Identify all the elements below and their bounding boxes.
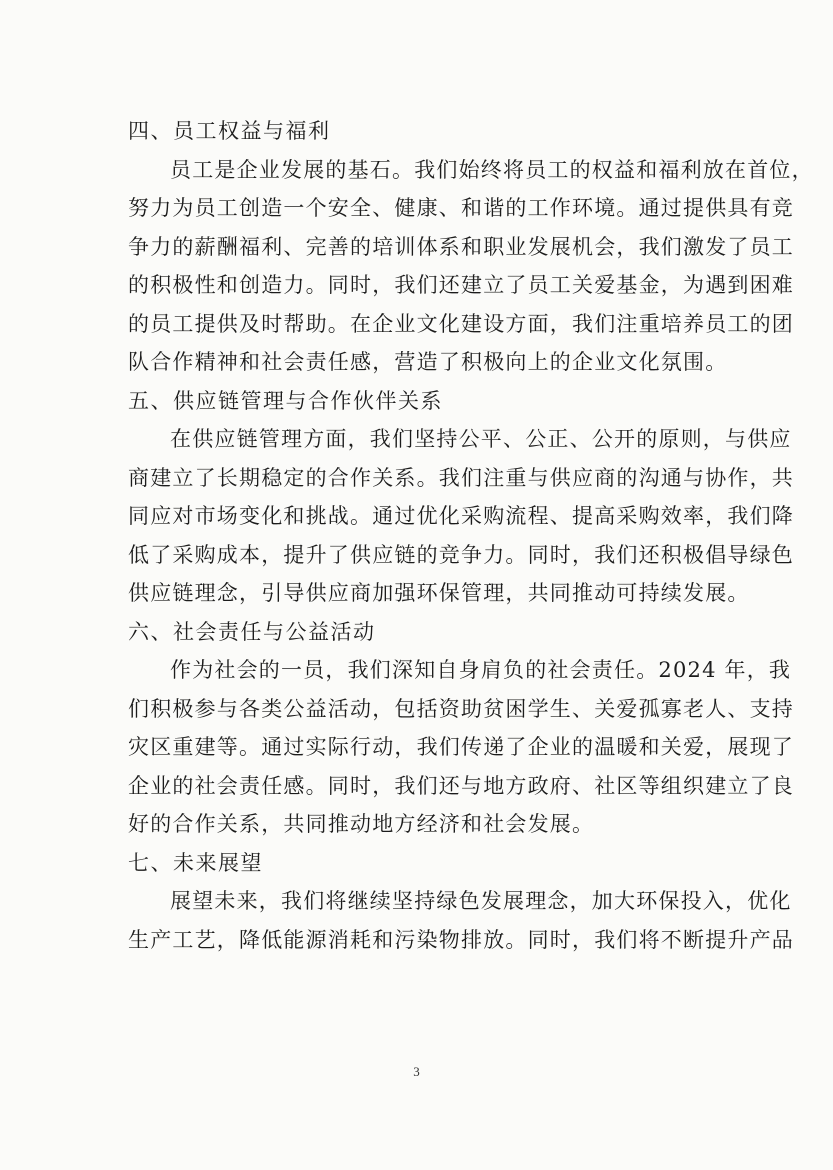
paragraph-line: 好的合作关系，共同推动地方经济和社会发展。 [128, 812, 595, 836]
paragraph-line: 同应对市场变化和挑战。通过优化采购流程、提高采购效率，我们降 [128, 504, 794, 528]
paragraph-line: 在供应链管理方面，我们坚持公平、公正、公开的原则，与供应 [170, 427, 792, 451]
paragraph-line: 企业的社会责任感。同时，我们还与地方政府、社区等组织建立了良 [128, 773, 794, 798]
paragraph-line: 展望未来，我们将继续坚持绿色发展理念，加大环保投入，优化 [170, 889, 792, 913]
paragraph-line: 作为社会的一员，我们深知自身肩负的社会责任。2024 年，我 [170, 658, 792, 682]
paragraph-line: 的积极性和创造力。同时，我们还建立了员工关爱基金，为遇到困难 [128, 273, 794, 297]
section-heading: 七、未来展望 [128, 850, 263, 875]
paragraph-line: 灾区重建等。通过实际行动，我们传递了企业的温暖和关爱，展现了 [128, 735, 794, 759]
paragraph-line: 低了采购成本，提升了供应链的竞争力。同时，我们还积极倡导绿色 [128, 542, 794, 567]
paragraph-line: 争力的薪酬福利、完善的培训体系和职业发展机会，我们激发了员工 [128, 234, 794, 259]
paragraph-line: 努力为员工创造一个安全、健康、和谐的工作环境。通过提供具有竞 [128, 196, 794, 220]
paragraph-line: 供应链理念，引导供应商加强环保管理，共同推动可持续发展。 [128, 581, 750, 605]
paragraph-line: 们积极参与各类公益活动，包括资助贫困学生、关爱孤寡老人、支持 [128, 696, 794, 721]
paragraph-line: 员工是企业发展的基石。我们始终将员工的权益和福利放在首位， [170, 157, 814, 182]
paragraph-line: 的员工提供及时帮助。在企业文化建设方面，我们注重培养员工的团 [128, 311, 794, 336]
paragraph-line: 生产工艺，降低能源消耗和污染物排放。同时，我们将不断提升产品 [128, 927, 794, 952]
page-number: 3 [413, 1064, 420, 1079]
document-body [128, 112, 814, 959]
paragraph-line: 队合作精神和社会责任感，营造了积极向上的企业文化氛围。 [128, 350, 728, 374]
paragraph-line: 商建立了长期稳定的合作关系。我们注重与供应商的沟通与协作，共 [128, 465, 794, 490]
section-heading: 六、社会责任与公益活动 [128, 619, 376, 644]
section-heading: 五、供应链管理与合作伙伴关系 [128, 388, 443, 413]
section-heading: 四、员工权益与福利 [128, 119, 331, 143]
